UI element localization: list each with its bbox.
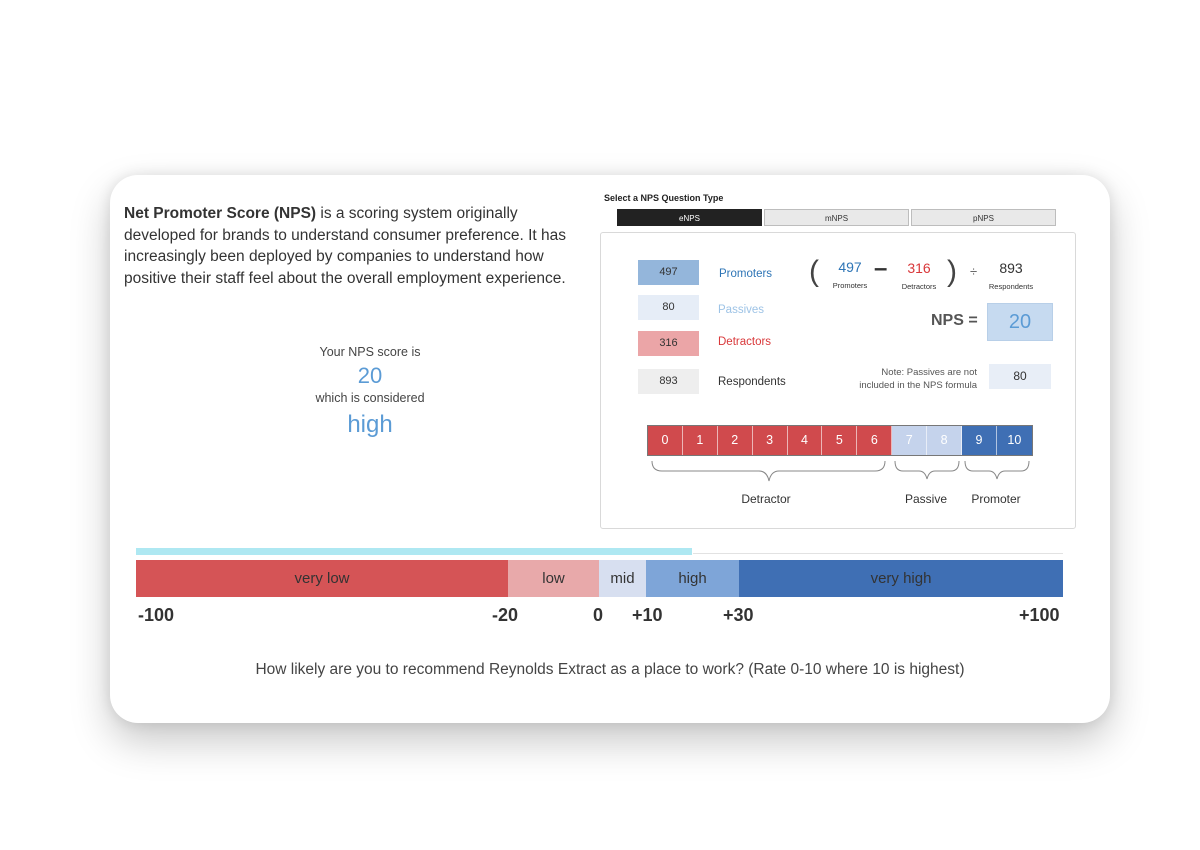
scale-braces	[647, 457, 1037, 487]
band-high: high	[646, 560, 739, 597]
promoters-count: 497	[638, 260, 699, 285]
respondents-label: Respondents	[718, 376, 786, 388]
question-type-tabs	[617, 209, 1056, 226]
divide-sign: ÷	[970, 264, 978, 279]
band-very-low: very low	[136, 560, 508, 597]
band-mid: mid	[599, 560, 646, 597]
tab-enps[interactable]: eNPS	[617, 209, 762, 226]
promoter-brace	[965, 461, 1029, 479]
nps-card	[110, 175, 1110, 723]
detractor-brace	[652, 461, 885, 481]
scale-cell-7: 7	[892, 426, 927, 455]
score-label: Your NPS score is	[319, 345, 421, 359]
promoter-group-label: Promoter	[971, 492, 1021, 506]
score-value: 20	[357, 363, 383, 388]
minus-sign: –	[874, 255, 888, 282]
scale-cell-1: 1	[683, 426, 718, 455]
tick-minus-20: -20	[492, 605, 519, 625]
detractor-group-label: Detractor	[741, 492, 791, 506]
indicator-track	[693, 553, 1063, 554]
scale-cell-5: 5	[822, 426, 857, 455]
score-considered-label: which is considered	[315, 391, 425, 405]
formula-promoters-value: 497	[838, 259, 862, 275]
detractors-label: Detractors	[718, 336, 772, 348]
formula-detractors-value: 316	[907, 260, 931, 276]
scale-cell-6: 6	[857, 426, 892, 455]
passives-count: 80	[638, 295, 699, 320]
scale-cell-4: 4	[788, 426, 823, 455]
band-low: low	[508, 560, 599, 597]
tick-minus-100: -100	[138, 605, 175, 625]
scale-cell-9: 9	[962, 426, 997, 455]
detractors-count: 316	[638, 331, 699, 356]
score-summary	[260, 345, 480, 439]
formula-respondents-label: Respondents	[988, 282, 1034, 291]
tick-plus-10: +10	[632, 605, 663, 625]
formula-respondents-value: 893	[999, 260, 1023, 276]
question-type-label: Select a NPS Question Type	[604, 193, 724, 203]
open-paren: (	[809, 255, 819, 288]
scale-cell-10: 10	[997, 426, 1032, 455]
survey-question: How likely are you to recommend Reynolds Extract as a place to work? (Rate 0-10 where 10 is highest)	[255, 661, 965, 678]
tick-0: 0	[593, 605, 604, 625]
close-paren: )	[947, 255, 957, 288]
passives-label: Passives	[718, 304, 765, 316]
passives-note-value: 80	[989, 364, 1051, 389]
scale-cell-8: 8	[927, 426, 962, 455]
score-indicator-bar	[136, 548, 692, 555]
band-very-high: very high	[739, 560, 1063, 597]
nps-result: 20	[987, 303, 1053, 341]
passive-brace	[895, 461, 959, 479]
tick-plus-30: +30	[723, 605, 754, 625]
score-category: high	[347, 411, 393, 438]
tick-plus-100: +100	[1019, 605, 1060, 625]
scale-cell-0: 0	[648, 426, 683, 455]
nps-description	[124, 203, 574, 289]
formula-promoters-label: Promoters	[832, 281, 868, 290]
respondents-count: 893	[638, 369, 699, 394]
formula-detractors-label: Detractors	[901, 282, 937, 291]
promoters-label: Promoters	[719, 268, 773, 280]
passives-note: Note: Passives are not included in the NPS formula	[859, 367, 977, 391]
nps-term: Net Promoter Score (NPS)	[124, 205, 317, 222]
nps-description-text: is a scoring system originally developed for brands to understand consumer preference. It has increasingly been deployed by companies to understand how positive their staff feel about the overall employment experience.	[124, 205, 567, 287]
nps-calculation-panel	[600, 232, 1076, 529]
scale-cell-3: 3	[753, 426, 788, 455]
scale-cell-2: 2	[718, 426, 753, 455]
tab-pnps[interactable]: pNPS	[911, 209, 1056, 226]
passive-group-label: Passive	[904, 492, 948, 506]
tab-mnps[interactable]: mNPS	[764, 209, 909, 226]
nps-range-bar	[136, 560, 1063, 597]
rating-scale	[647, 425, 1033, 456]
nps-equals-label: NPS =	[931, 312, 978, 329]
